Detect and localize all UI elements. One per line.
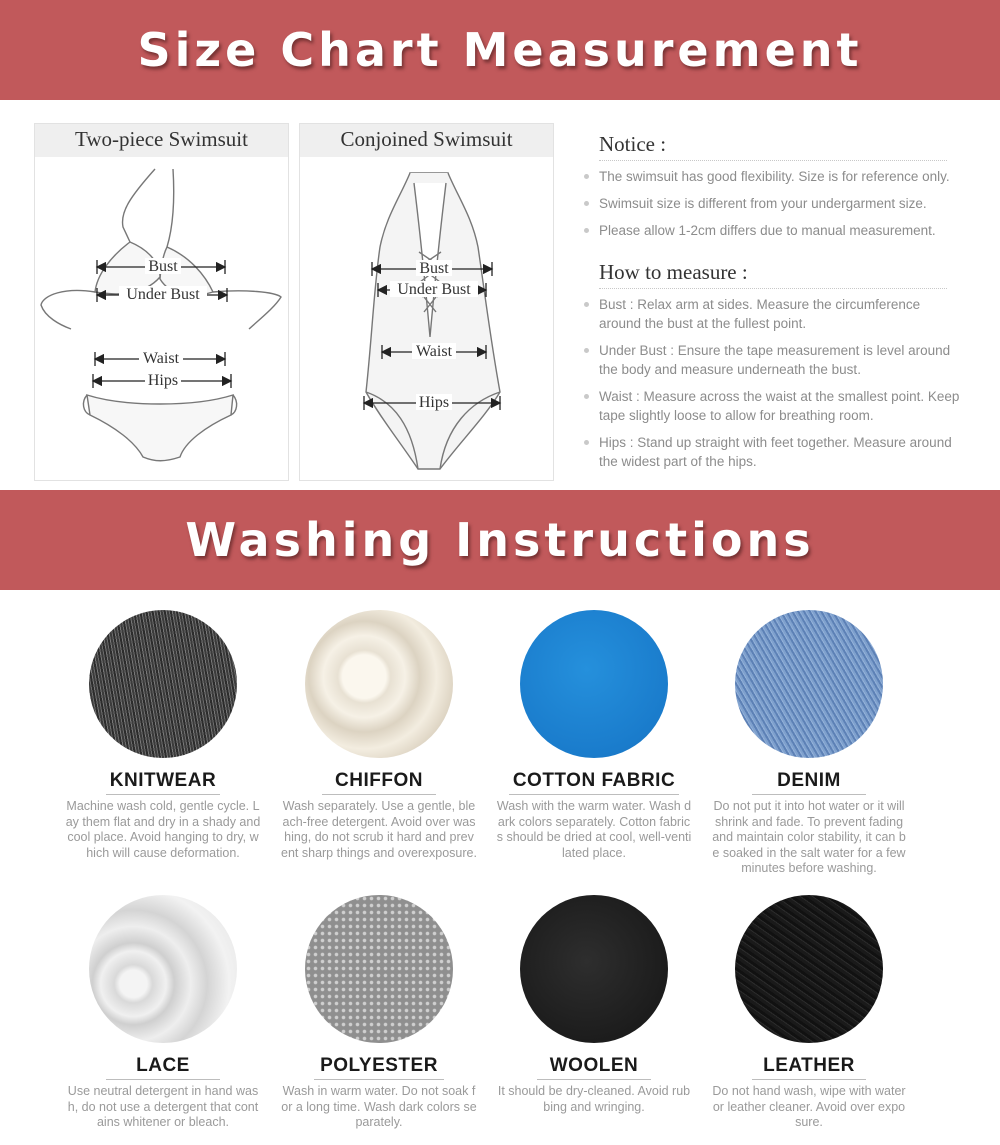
washing-title: Washing Instructions xyxy=(185,513,815,567)
conjoined-swimsuit-illustration xyxy=(300,157,553,479)
fabric-card-knitwear xyxy=(55,610,271,861)
two-piece-bust-label: Bust xyxy=(148,258,178,275)
measure-item-hips: Hips : Stand up straight with feet together. Measure around the widest part of the hips. xyxy=(583,433,963,471)
notice-section xyxy=(583,132,963,248)
fabric-name: CHIFFON xyxy=(322,770,436,795)
denim-swatch xyxy=(735,610,883,758)
fabric-name: POLYESTER xyxy=(314,1055,444,1080)
fabric-description: It should be dry-cleaned. Avoid rubbing and wringing. xyxy=(497,1084,691,1114)
two-piece-hips-label: Hips xyxy=(147,372,179,389)
how-to-measure-heading: How to measure : xyxy=(599,260,947,289)
conjoined-under-bust-label: Under Bust xyxy=(397,281,471,298)
cotton-swatch xyxy=(520,610,668,758)
measure-item-bust: Bust : Relax arm at sides. Measure the circumference around the bust at the fullest point. xyxy=(583,295,963,333)
fabric-name: LACE xyxy=(106,1055,220,1080)
fabric-name: WOOLEN xyxy=(537,1055,651,1080)
two-piece-title: Two-piece Swimsuit xyxy=(35,124,288,157)
polyester-swatch xyxy=(305,895,453,1043)
lace-swatch xyxy=(89,895,237,1043)
notice-item: Please allow 1-2cm differs due to manual measurement. xyxy=(583,221,963,240)
fabric-card-denim xyxy=(701,610,917,877)
how-to-measure-section xyxy=(583,260,963,479)
fabric-name: LEATHER xyxy=(752,1055,866,1080)
notice-item: The swimsuit has good flexibility. Size is for reference only. xyxy=(583,167,963,186)
fabric-card-cotton xyxy=(486,610,702,861)
conjoined-title: Conjoined Swimsuit xyxy=(300,124,553,157)
leather-swatch xyxy=(735,895,883,1043)
fabric-description: Wash with the warm water. Wash dark colors separately. Cotton fabrics should be dried at cool, well-ventilated place. xyxy=(496,799,692,860)
fabric-name: DENIM xyxy=(752,770,866,795)
two-piece-diagram-panel xyxy=(34,123,289,481)
washing-banner xyxy=(0,490,1000,590)
fabric-description: Machine wash cold, gentle cycle. Lay them flat and dry in a shady and cool place. Avoid hanging to dry, which will cause deformation. xyxy=(65,799,261,860)
fabric-card-woolen xyxy=(486,895,702,1115)
notice-heading: Notice : xyxy=(599,132,947,161)
two-piece-swimsuit-illustration xyxy=(35,157,288,479)
fabric-description: Wash separately. Use a gentle, bleach-free detergent. Avoid over washing, do not scrub it hard and prevent sharp things and overexposure. xyxy=(281,799,477,860)
conjoined-hips-label: Hips xyxy=(418,394,450,411)
fabric-description: Do not hand wash, wipe with water or leather cleaner. Avoid over exposure. xyxy=(712,1084,906,1129)
fabric-card-chiffon xyxy=(271,610,487,861)
fabric-card-leather xyxy=(701,895,917,1131)
woolen-swatch xyxy=(520,895,668,1043)
fabric-description: Do not put it into hot water or it will shrink and fade. To prevent fading and maintain color stability, it can be soaked in the salt water for a few minutes before washing. xyxy=(712,799,906,875)
conjoined-diagram-panel xyxy=(299,123,554,481)
two-piece-waist-label: Waist xyxy=(142,350,180,367)
fabric-card-lace xyxy=(55,895,271,1131)
size-chart-banner xyxy=(0,0,1000,100)
measure-item-waist: Waist : Measure across the waist at the smallest point. Keep tape slightly loose to allow for breathing room. xyxy=(583,387,963,425)
conjoined-waist-label: Waist xyxy=(415,343,453,360)
measure-item-under-bust: Under Bust : Ensure the tape measurement is level around the body and measure underneath the bust. xyxy=(583,341,963,379)
fabric-description: Use neutral detergent in hand wash, do not use a detergent that contains whitener or bleach. xyxy=(67,1084,259,1129)
size-chart-title: Size Chart Measurement xyxy=(137,23,863,77)
chiffon-swatch xyxy=(305,610,453,758)
fabric-description: Wash in warm water. Do not soak for a long time. Wash dark colors separately. xyxy=(281,1084,477,1129)
knitwear-swatch xyxy=(89,610,237,758)
notice-item: Swimsuit size is different from your undergarment size. xyxy=(583,194,963,213)
fabric-name: KNITWEAR xyxy=(106,770,220,795)
fabric-name: COTTON FABRIC xyxy=(509,770,679,795)
two-piece-under-bust-label: Under Bust xyxy=(126,286,200,303)
conjoined-bust-label: Bust xyxy=(419,260,449,277)
fabric-card-polyester xyxy=(271,895,487,1131)
